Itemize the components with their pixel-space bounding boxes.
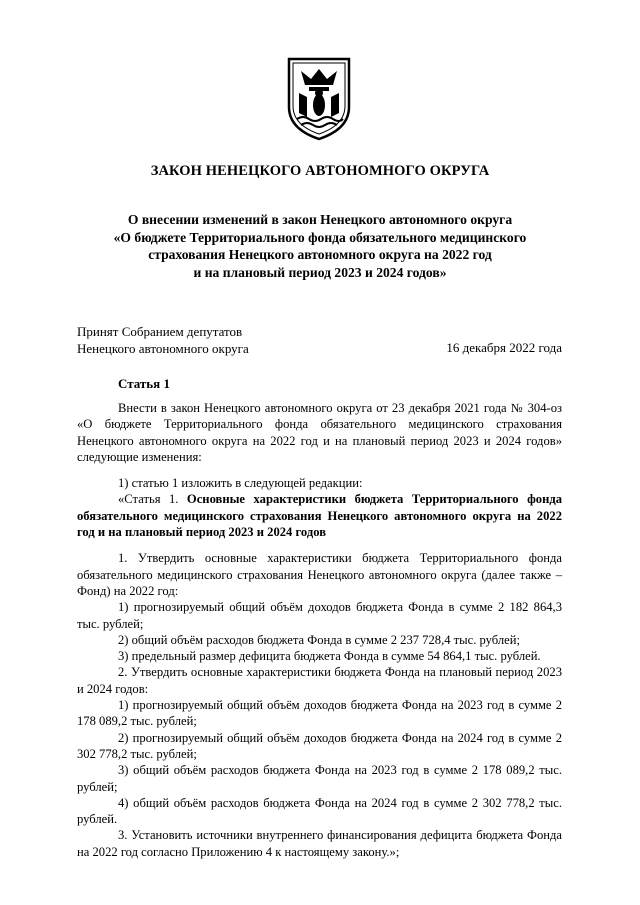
paragraph: 3) предельный размер дефицита бюджета Фонда в сумме 54 864,1 тыс. рублей. — [118, 649, 541, 664]
paragraph: 3) общий объём расходов бюджета Фонда на 2023 год в сумме 2 178 089,2 тыс. рублей; — [77, 763, 562, 794]
article-intro: Внести в закон Ненецкого автономного округа от 23 декабря 2021 года № 304-оз «О бюджете Территориального фонда обязательного медицинского страхования Ненецкого автономного округа на 2022 год и на плановый период 2023 и 2024 годов» следующие изменения: — [77, 401, 562, 464]
subtitle-line: и на плановый период 2023 и 2024 годов» — [193, 264, 447, 280]
adoption-line: Принят Собранием депутатов — [77, 324, 243, 339]
paragraph: 1. Утвердить основные характеристики бюджета Территориального фонда обязательного медицинского страхования Ненецкого автономного округа (далее также – Фонд) на 2022 год: — [77, 551, 562, 598]
paragraph: 2) общий объём расходов бюджета Фонда в сумме 2 237 728,4 тыс. рублей; — [118, 632, 520, 647]
document-title: ЗАКОН НЕНЕЦКОГО АВТОНОМНОГО ОКРУГА — [150, 163, 490, 179]
paragraph: 1) прогнозируемый общий объём доходов бюджета Фонда в сумме 2 182 864,3 тыс. рублей; — [77, 600, 562, 631]
paragraph: 2) прогнозируемый общий объём доходов бюджета Фонда на 2024 год в сумме 2 302 778,2 тыс. рублей; — [77, 730, 562, 761]
subtitle-line: О внесении изменений в закон Ненецкого автономного округа — [127, 212, 513, 227]
paragraph: 3. Установить источники внутреннего финансирования дефицита бюджета Фонда на 2022 год согласно Приложению 4 к настоящему закону.»; — [77, 828, 562, 859]
subtitle-line: «О бюджете Территориального фонда обязательного медицинского — [113, 229, 527, 245]
change-item: 1) статью 1 изложить в следующей редакции: — [118, 476, 363, 491]
paragraph: 2. Утвердить основные характеристики бюджета Фонда на плановый период 2023 и 2024 годов: — [77, 665, 562, 696]
article-heading: Статья 1 — [118, 376, 170, 391]
article-body — [77, 400, 562, 860]
paragraph: 4) общий объём расходов бюджета Фонда на 2024 год в сумме 2 302 778,2 тыс. рублей. — [77, 795, 562, 827]
paragraph: 1) прогнозируемый общий объём доходов бюджета Фонда на 2023 год в сумме 2 178 089,2 тыс. рублей; — [77, 698, 562, 729]
new-article-prefix: «Статья 1. — [118, 492, 187, 507]
subtitle-line: страхования Ненецкого автономного округа на 2022 год — [148, 247, 492, 262]
new-article-title: Основные характеристики бюджета Территориального фонда обязательного медицинского страхования Ненецкого автономного округа на 2022 год и на плановый период 2023 и 2024 годов — [77, 492, 562, 540]
document-subtitle — [60, 211, 580, 281]
adoption-block — [77, 324, 249, 357]
adoption-date: 16 декабря 2022 года — [446, 340, 562, 355]
adoption-line: Ненецкого автономного округа — [77, 340, 249, 356]
new-article-heading — [77, 491, 562, 540]
coat-of-arms-emblem — [287, 57, 351, 141]
